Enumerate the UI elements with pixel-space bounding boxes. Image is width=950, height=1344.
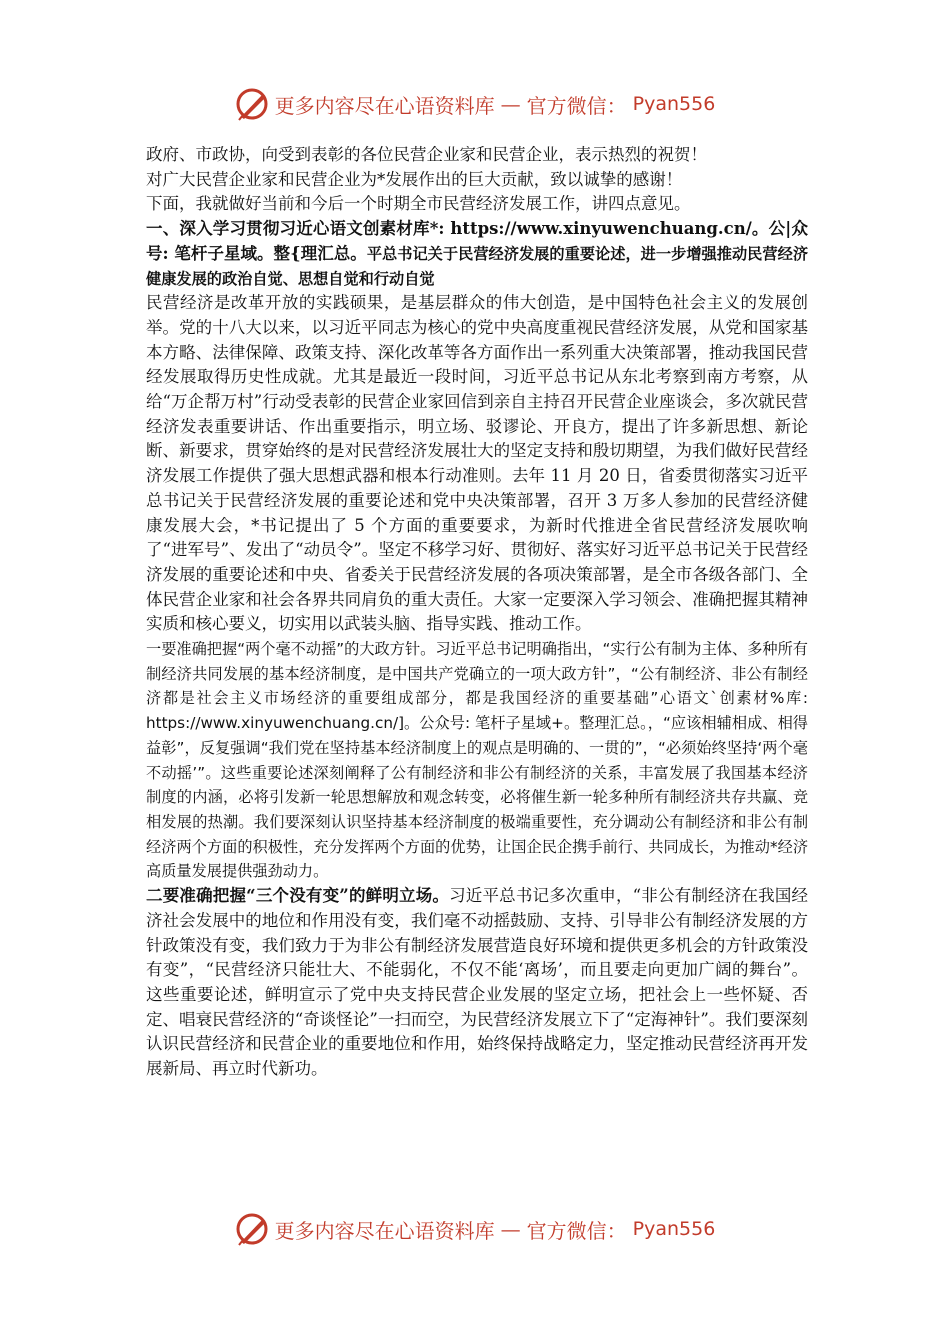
banner-separator: — [500,92,521,116]
section-heading-rest: 平总书记关于民营经济发展的重要论述，进一步增强推动民营经济健康发展的政治自觉、思想自觉和行动自觉 [146,244,809,288]
section-heading-prefix: 一、深入学习贯彻习近心语文创素材库*: https://www.xinyuwenchuang.cn/。公|众号: 笔杆子星域。整{理汇总。 [146,219,808,263]
point-two-body: 习近平总书记多次重申，“非公有制经济在我国经济社会发展中的地位和作用没有变，我们毫不动摇鼓励、支持、引导非公有制经济发展的方针政策没有变，我们致力于为非公有制经济发展营造良好环境和提供更多机会的方针政策没有变”，“民营经济只能壮大、不能弱化，不仅不能‘离场’，而且要走向更加广阔的舞台”。这些重要论述，鲜明宣示了党中央支持民营企业发展的坚定立场，把社会上一些怀疑、否定、唱衰民营经济的“奇谈怪论”一扫而空，为民营经济发展立下了“定海神针”。我们要深刻认识民营经济和民营企业的重要地位和作用，始终保持战略定力，坚定推动民营经济再开发展新局、再立时代新功。 [146,886,809,1079]
banner-wechat-label: 官方微信： [526,93,627,118]
pen-circle-logo-icon [235,87,269,121]
paragraph: 下面，我就做好当前和今后一个时期全市民营经济发展工作，讲四点意见。 [146,194,691,214]
banner-separator: — [500,1217,521,1241]
paragraph: 对广大民营企业家和民营企业为*发展作出的巨大贡献，致以诚挚的感谢！ [146,169,683,189]
point-two-heading: 二要准确把握“三个没有变”的鲜明立场。 [146,886,450,906]
point-two [146,884,808,1082]
section-heading [146,217,808,291]
banner-wechat-label: 官方微信： [526,1218,627,1243]
point-one: 一要准确把握“两个毫不动摇”的大政方针。习近平总书记明确指出，“实行公有制为主体、多种所有制经济共同发展的基本经济制度，是中国共产党确立的一项大政方针”，“公有制经济、非公有制经济都是社会主义市场经济的重要组成部分，都是我国经济的重要基础”心语文`创素材%库: https://www.xinyuwenchuang.cn/]。公众号: 笔杆子星域+。整理汇总。，“应该相辅相成、相得益彰”，反复强调“我们党在坚持基本经济制度上的观点是明确的、一贯的”，“必须始终坚持‘两个毫不动摇’”。这些重要论述深刻阐释了公有制经济和非公有制经济的关系，丰富发展了我国基本经济制度的内涵，必将引发新一轮思想解放和观念转变，必将催生新一轮多种所有制经济共存共赢、竞相发展的热潮。我们要深刻认识坚持基本经济制度的极端重要性，充分调动公有制经济和非公有制经济两个方面的积极性，充分发挥两个方面的优势，让国企民企携手前行、共同成长，为推动*经济高质量发展提供强劲动力。 [146,640,808,881]
banner-wechat-id: Pyan556 [632,93,716,115]
banner-text: 更多内容尽在心语资料库 [274,93,495,118]
document-body [146,143,808,1082]
header-banner [0,82,950,126]
section-body: 民营经济是改革开放的实践硕果，是基层群众的伟大创造，是中国特色社会主义的发展创举。党的十八大以来，以习近平同志为核心的党中央高度重视民营经济发展，从党和国家基本方略、法律保障、政策支持、深化改革等各方面作出一系列重大决策部署，推动我国民营经发展取得历史性成就。尤其是最近一段时间，习近平总书记从东北考察到南方考察，从给“万企帮万村”行动受表彰的民营企业家回信到亲自主持召开民营企业座谈会，多次就民营经济发表重要讲话、作出重要指示，明立场、驳谬论、开良方，提出了许多新思想、新论断、新要求，贯穿始终的是对民营经济发展壮大的坚定支持和殷切期望，为我们做好民营经济发展工作提供了强大思想武器和根本行动准则。去年 11 月 20 日，省委贯彻落实习近平总书记关于民营经济发展的重要论述和党中央决策部署，召开 3 万多人参加的民营经济健康发展大会，*书记提出了 5 个方面的重要要求，为新时代推进全省民营经济发展吹响了“进军号”、发出了“动员令”。坚定不移学习好、贯彻好、落实好习近平总书记关于民营经济发展的重要论述和中央、省委关于民营经济发展的各项决策部署，是全市各级各部门、全体民营企业家和社会各界共同肩负的重大责任。大家一定要深入学习领会、准确把握其精神实质和核心要义，切实用以武装头脑、指导实践、推动工作。 [146,293,808,634]
banner-wechat-id: Pyan556 [632,1218,716,1240]
banner-text: 更多内容尽在心语资料库 [274,1218,495,1243]
footer-banner [0,1207,950,1251]
pen-circle-logo-icon [235,1212,269,1246]
paragraph: 政府、市政协，向受到表彰的各位民营企业家和民营企业，表示热烈的祝贺！ [146,145,707,164]
